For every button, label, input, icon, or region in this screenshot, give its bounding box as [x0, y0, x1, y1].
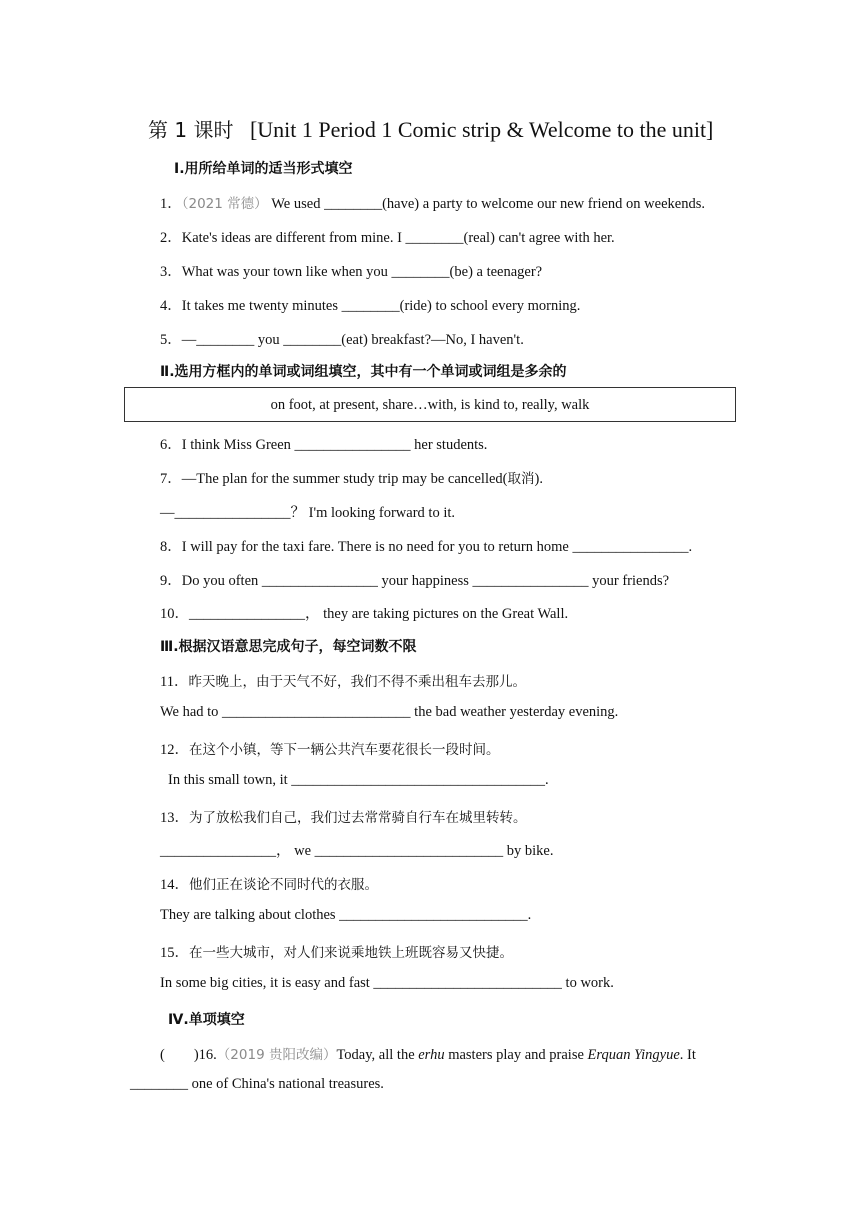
question-3: 3．What was your town like when you ________(be) a teenager?	[160, 264, 543, 280]
page-title	[148, 114, 713, 143]
question-12-answer: In this small town, it ___________________________________.	[168, 772, 549, 788]
question-13-answer: ________________， we __________________________ by bike.	[160, 843, 554, 859]
question-13: 13．为了放松我们自己，我们过去常常骑自行车在城里转转。	[160, 810, 527, 826]
question-12: 12．在这个小镇，等下一辆公共汽车要花很长一段时间。	[160, 742, 500, 758]
section-heading-3: Ⅲ.根据汉语意思完成句子，每空词数不限	[160, 639, 417, 655]
question-4: 4．It takes me twenty minutes ________(ride) to school every morning.	[160, 298, 581, 314]
question-7: 7．—The plan for the summer study trip may be cancelled(取消).	[160, 471, 543, 487]
question-6: 6．I think Miss Green ________________ her students.	[160, 437, 488, 453]
section-heading-1: Ⅰ.用所给单词的适当形式填空	[174, 161, 353, 177]
question-10: 10．________________， they are taking pictures on the Great Wall.	[160, 606, 569, 622]
question-11-answer: We had to __________________________ the bad weather yesterday evening.	[160, 704, 619, 720]
question-15-answer: In some big cities, it is easy and fast __________________________ to work.	[160, 975, 614, 991]
question-source: （2021 常德）	[181, 196, 268, 212]
question-5: 5．—________ you ________(eat) breakfast?—No, I haven't.	[160, 332, 524, 348]
question-source: （2019 贵阳改编）	[216, 1047, 337, 1063]
question-14: 14．他们正在谈论不同时代的衣服。	[160, 877, 378, 893]
word-bank-box: on foot, at present, share…with, is kind to, really, walk	[124, 387, 736, 422]
title-main: [Unit 1 Period 1 Comic strip & Welcome to the unit]	[249, 117, 714, 142]
section-heading-2: Ⅱ.选用方框内的单词或词组填空，其中有一个单词或词组是多余的	[160, 364, 567, 380]
question-16-continued: ________ one of China's national treasures.	[130, 1076, 384, 1092]
question-7-response: —________________？ I'm looking forward to it.	[160, 505, 456, 521]
question-9: 9．Do you often ________________ your happiness ________________ your friends?	[160, 573, 670, 589]
question-8: 8．I will pay for the taxi fare. There is no need for you to return home ________________.	[160, 539, 693, 555]
question-16: ( )16.（2019 贵阳改编）Today, all the erhu masters play and praise Erquan Yingyue. It	[160, 1047, 696, 1063]
question-1: 1．（2021 常德） We used ________(have) a party to welcome our new friend on weekends.	[160, 196, 705, 212]
question-14-answer: They are talking about clothes __________________________.	[160, 907, 532, 923]
question-11: 11．昨天晚上，由于天气不好，我们不得不乘出租车去那儿。	[160, 674, 526, 690]
title-prefix: 第 1 课时	[148, 118, 234, 142]
section-heading-4: Ⅳ.单项填空	[168, 1012, 245, 1028]
question-15: 15．在一些大城市，对人们来说乘地铁上班既容易又快捷。	[160, 945, 513, 961]
question-2: 2．Kate's ideas are different from mine. I ________(real) can't agree with her.	[160, 230, 615, 246]
